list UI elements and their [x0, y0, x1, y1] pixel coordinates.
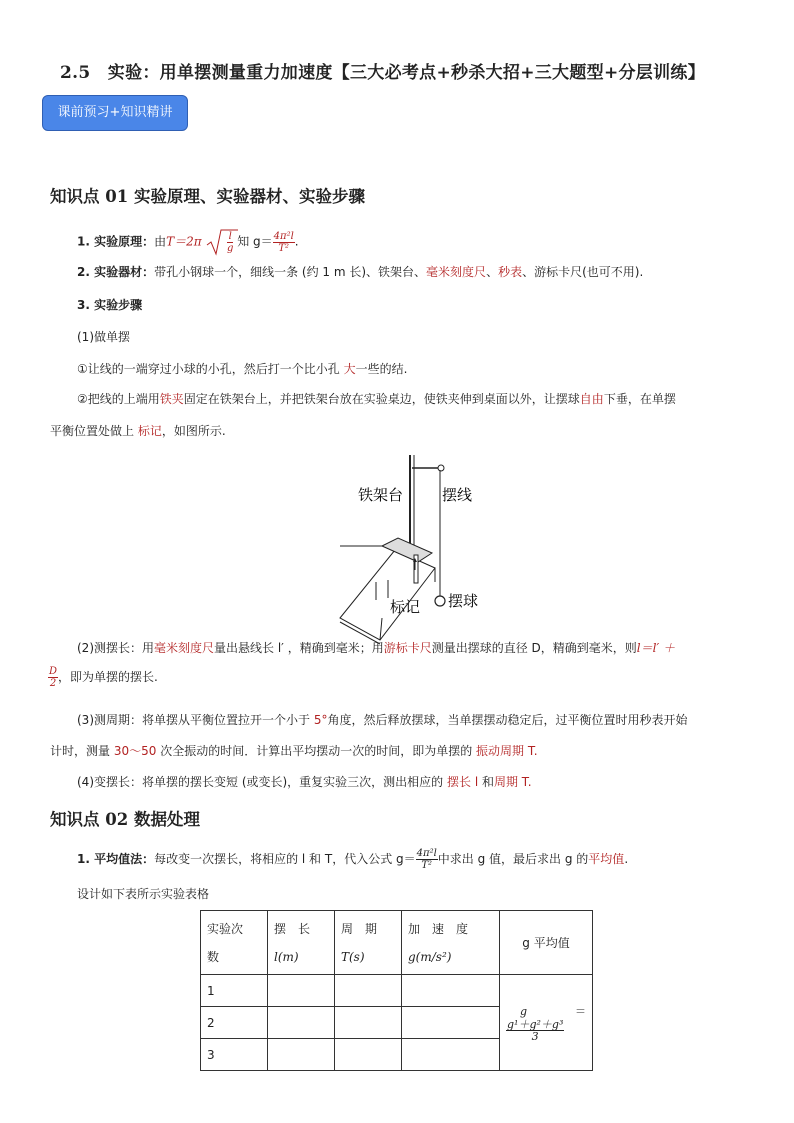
step4-line: (4)变摆长：将单摆的摆长变短 (或变长)，重复实验三次，测出相应的 摆长 l 和周期 T.: [77, 775, 532, 789]
pendulum-ball: [435, 596, 445, 606]
step1-title: (1)做单摆: [77, 330, 130, 344]
principle-line: 1. 实验原理：由T＝2π $\frac{l}{g}$ 知 g＝ $\frac{\text{4π²l}}{\text{T²}}$ .: [77, 228, 299, 256]
step1-b-line1: ②把线的上端用铁夹固定在铁架台上，并把铁架台放在实验桌边，使铁夹伸到桌面以外，让摆球自由下垂，在单摆: [77, 392, 676, 406]
step1-a: ①让线的一端穿过小球的小孔，然后打一个比小孔 大一些的结.: [77, 362, 408, 376]
label-string: 摆线: [442, 486, 473, 504]
clamp-tip: [438, 465, 444, 471]
sqrt-sign-icon: [205, 228, 239, 256]
trial-cell: 3: [201, 1039, 268, 1071]
trial-cell: 2: [201, 1007, 268, 1039]
section-heading-1: 知识点 01 实验原理、实验器材、实验步骤: [50, 187, 365, 206]
step2-line2: $\frac{D}{2}$ ，即为单摆的摆长.: [49, 666, 158, 689]
step2-line1: (2)测摆长：用毫米刻度尺量出悬线长 l′ ，精确到毫米；用游标卡尺测量出摆球的直径 D，精确到毫米，则l＝l′ ＋: [77, 641, 676, 655]
label-stand: 铁架台: [358, 486, 404, 504]
average-method-line: 1. 平均值法：每改变一次摆长，将相应的 l 和 T，代入公式 g＝ $\frac{\text{4π²l}}{\text{T²}}$ 中求出 g 值，最后求出 g 的平均值.: [77, 848, 629, 871]
step3-line2: 计时，测量 30～50 次全振动的时间．计算出平均摆动一次的时间，即为单摆的 振动周期 T.: [50, 744, 538, 758]
data-table: [200, 910, 593, 1071]
header-accel: 加 速 度 g(m/s²): [402, 911, 500, 975]
step1-b-line2: 平衡位置处做上 标记，如图所示.: [50, 424, 226, 438]
table-caption: 设计如下表所示实验表格: [77, 887, 210, 901]
label-ball: 摆球: [448, 592, 479, 610]
header-trial: 实验次 数: [201, 911, 268, 975]
average-formula-cell: g ＝ $\frac{\text{g¹＋g²＋g³}}{3}$: [500, 975, 593, 1071]
trial-cell: 1: [201, 975, 268, 1007]
page-title: 2.5 实验：用单摆测量重力加速度【三大必考点+秒杀大招+三大题型+分层训练】: [60, 63, 706, 83]
preview-badge[interactable]: 课前预习+知识精讲: [42, 95, 188, 131]
header-period: 周 期 T(s): [335, 911, 402, 975]
stand-base: [382, 538, 432, 562]
pendulum-figure: [340, 450, 479, 622]
steps-heading: 3. 实验步骤: [77, 298, 143, 312]
sqrt-formula: $\frac{l}{g}$: [205, 228, 233, 256]
equipment-line: 2. 实验器材：带孔小钢球一个，细线一条 (约 1 m 长)、铁架台、毫米刻度尺、秒表、游标卡尺(也可不用).: [77, 265, 644, 279]
header-average: g 平均值: [500, 911, 593, 975]
label-mark: 标记: [390, 598, 421, 616]
table-header-row: [201, 911, 593, 975]
step3-line1: (3)测周期：将单摆从平衡位置拉开一个小于 5°角度，然后释放摆球，当单摆摆动稳定后，过平衡位置时用秒表开始: [77, 713, 688, 727]
header-length: 摆 长 l(m): [268, 911, 335, 975]
table-row: [201, 975, 593, 1007]
section-heading-2: 知识点 02 数据处理: [50, 810, 200, 829]
